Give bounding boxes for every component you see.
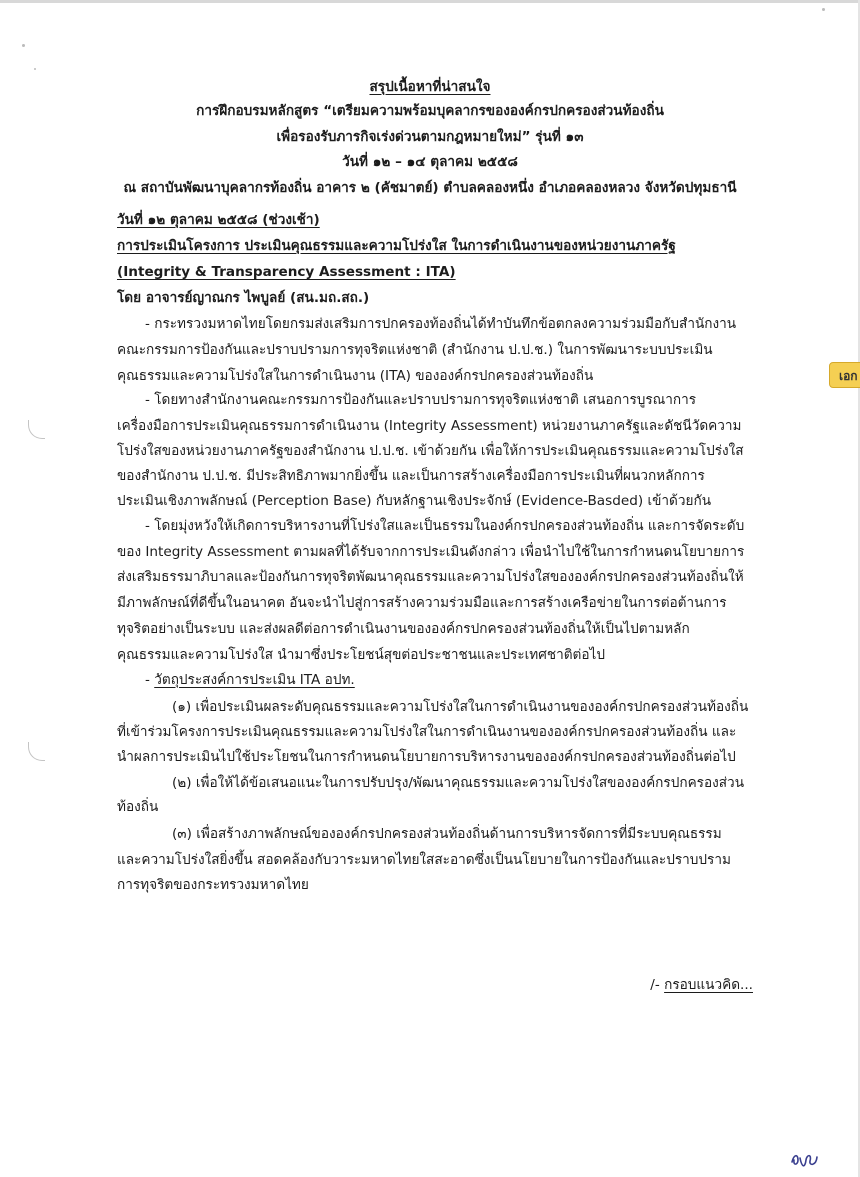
p2-line-4: ของสำนักงาน ป.ป.ช. มีประสิทธิภาพมากยิ่งขึ้น และเป็นการสร้างเครื่องมือการประเมินที่ผนวกหลักการ xyxy=(117,468,705,484)
session-topic-2: (Integrity & Transparency Assessment : ITA) xyxy=(117,264,456,280)
p3-line-4: มีภาพลักษณ์ที่ดีขึ้นในอนาคต อันจะนำไปสู่การสร้างความร่วมมือและการสร้างเครือข่ายในการต่อต้านการ xyxy=(117,595,727,611)
obj2-line-2: ท้องถิ่น xyxy=(117,799,159,815)
p1-line-1: - กระทรวงมหาดไทยโดยกรมส่งเสริมการปกครองท้องถิ่นได้ทำบันทึกข้อตกลงความร่วมมือกับสำนักงาน xyxy=(145,316,737,332)
p2-line-2: เครื่องมือการประเมินคุณธรรมการดำเนินงาน (Integrity Assessment) หน่วยงานภาครัฐและดัชนีวัดความ xyxy=(117,418,742,434)
course-venue: ณ สถาบันพัฒนาบุคลากรท้องถิ่น อาคาร ๒ (คัชมาตย์) ตำบลคลองหนึ่ง อำเภอคลองหลวง จังหวัดปทุมธานี xyxy=(123,180,737,196)
obj1-line-2: ที่เข้าร่วมโครงการประเมินคุณธรรมและความโปร่งใสในการดำเนินงานขององค์กรปกครองส่วนท้องถิ่น และ xyxy=(117,724,737,740)
session-date: วันที่ ๑๒ ตุลาคม ๒๕๕๘ (ช่วงเช้า) xyxy=(117,212,320,228)
p2-line-1: - โดยทางสำนักงานคณะกรรมการป้องกันและปราบปรามการทุจริตแห่งชาติ เสนอการบูรณาการ xyxy=(145,392,697,408)
document-title: สรุปเนื้อหาที่น่าสนใจ xyxy=(369,79,491,95)
continue-prefix: /- xyxy=(650,977,665,993)
binder-hole-icon xyxy=(28,742,45,761)
obj3-line-2: และความโปร่งใสยิ่งขึ้น สอดคล้องกับวาระมหาดไทยใสสะอาดซึ่งเป็นนโยบายในการป้องกันและปราบปราม xyxy=(117,852,731,868)
obj2-line-1: (๒) เพื่อให้ได้ข้อเสนอแนะในการปรับปรุง/พัฒนาคุณธรรมและความโปร่งใสขององค์กรปกครองส่วน xyxy=(172,775,744,791)
p3-line-3: ส่งเสริมธรรมาภิบาลและป้องกันการทุจริตพัฒนาคุณธรรมและความโปร่งใสขององค์กรปกครองส่วนท้องถิ่นให้ xyxy=(117,569,744,585)
objective-heading-row xyxy=(145,670,355,690)
session-topic-1: การประเมินโครงการ ประเมินคุณธรรมและความโปร่งใส ในการดำเนินงานของหน่วยงานภาครัฐ xyxy=(117,238,676,254)
side-tab[interactable]: เอก xyxy=(829,362,860,388)
session-speaker: โดย อาจารย์ญาณกร ไพบูลย์ (สน.มถ.สถ.) xyxy=(117,290,370,306)
p1-line-2: คณะกรรมการป้องกันและปราบปรามการทุจริตแห่งชาติ (สำนักงาน ป.ป.ช.) ในการพัฒนาระบบประเมิน xyxy=(117,342,713,358)
p2-line-3: โปร่งใสของหน่วยงานภาครัฐของสำนักงาน ป.ป.ช. เข้าด้วยกัน เพื่อให้การประเมินคุณธรรมและความโปร่งใส xyxy=(117,443,744,459)
p3-line-6: คุณธรรมและความโปร่งใส นำมาซึ่งประโยชน์สุขต่อประชาชนและประเทศชาติต่อไป xyxy=(117,647,606,663)
continue-note xyxy=(650,975,753,995)
obj3-line-1: (๓) เพื่อสร้างภาพลักษณ์ขององค์กรปกครองส่วนท้องถิ่นด้านการบริหารจัดการที่มีระบบคุณธรรม xyxy=(172,826,722,842)
scan-speck xyxy=(22,44,25,47)
course-line-2: เพื่อรองรับภารกิจเร่งด่วนตามกฎหมายใหม่” รุ่นที่ ๑๓ xyxy=(276,129,584,145)
handwritten-mark-icon xyxy=(789,1148,821,1170)
course-line-1: การฝึกอบรมหลักสูตร “เตรียมความพร้อมบุคลากรขององค์กรปกครองส่วนท้องถิ่น xyxy=(196,103,664,119)
objective-dash: - xyxy=(145,672,155,688)
obj1-line-3: นำผลการประเมินไปใช้ประโยชนในการกำหนดนโยบายการบริหารงานขององค์กรปกครองส่วนท้องถิ่นต่อไป xyxy=(117,749,736,765)
continue-link: กรอบแนวคิด... xyxy=(664,977,753,993)
binder-hole-icon xyxy=(28,420,45,439)
p3-line-1: - โดยมุ่งหวังให้เกิดการบริหารงานที่โปร่งใสและเป็นธรรมในองค์กรปกครองส่วนท้องถิ่น และการจัดระดับ xyxy=(145,518,745,534)
p2-line-5: ประเมินเชิงภาพลักษณ์ (Perception Base) กับหลักฐานเชิงประจักษ์ (Evidence-Basded) เข้าด้วยกัน xyxy=(117,493,711,509)
objective-heading: วัตถุประสงค์การประเมิน ITA อปท. xyxy=(154,672,355,688)
p3-line-5: ทุจริตอย่างเป็นระบบ และส่งผลดีต่อการดำเนินงานขององค์กรปกครองส่วนท้องถิ่นให้เป็นไปตามหลัก xyxy=(117,621,690,637)
course-dates: วันที่ ๑๒ – ๑๔ ตุลาคม ๒๕๕๘ xyxy=(342,154,518,170)
scan-edge-top xyxy=(0,0,860,3)
obj3-line-3: การทุจริตของกระทรวงมหาดไทย xyxy=(117,877,309,893)
p1-line-3: คุณธรรมและความโปร่งใสในการดำเนินงาน (ITA) ขององค์กรปกครองส่วนท้องถิ่น xyxy=(117,368,594,384)
scan-speck xyxy=(34,68,36,70)
obj1-line-1: (๑) เพื่อประเมินผลระดับคุณธรรมและความโปร่งใสในการดำเนินงานขององค์กรปกครองส่วนท้องถิ่น xyxy=(172,699,749,715)
p3-line-2: ของ Integrity Assessment ตามผลที่ได้รับจากการประเมินดังกล่าว เพื่อนำไปใช้ในการกำหนดนโยบายการ xyxy=(117,544,745,560)
scan-speck xyxy=(822,8,825,11)
